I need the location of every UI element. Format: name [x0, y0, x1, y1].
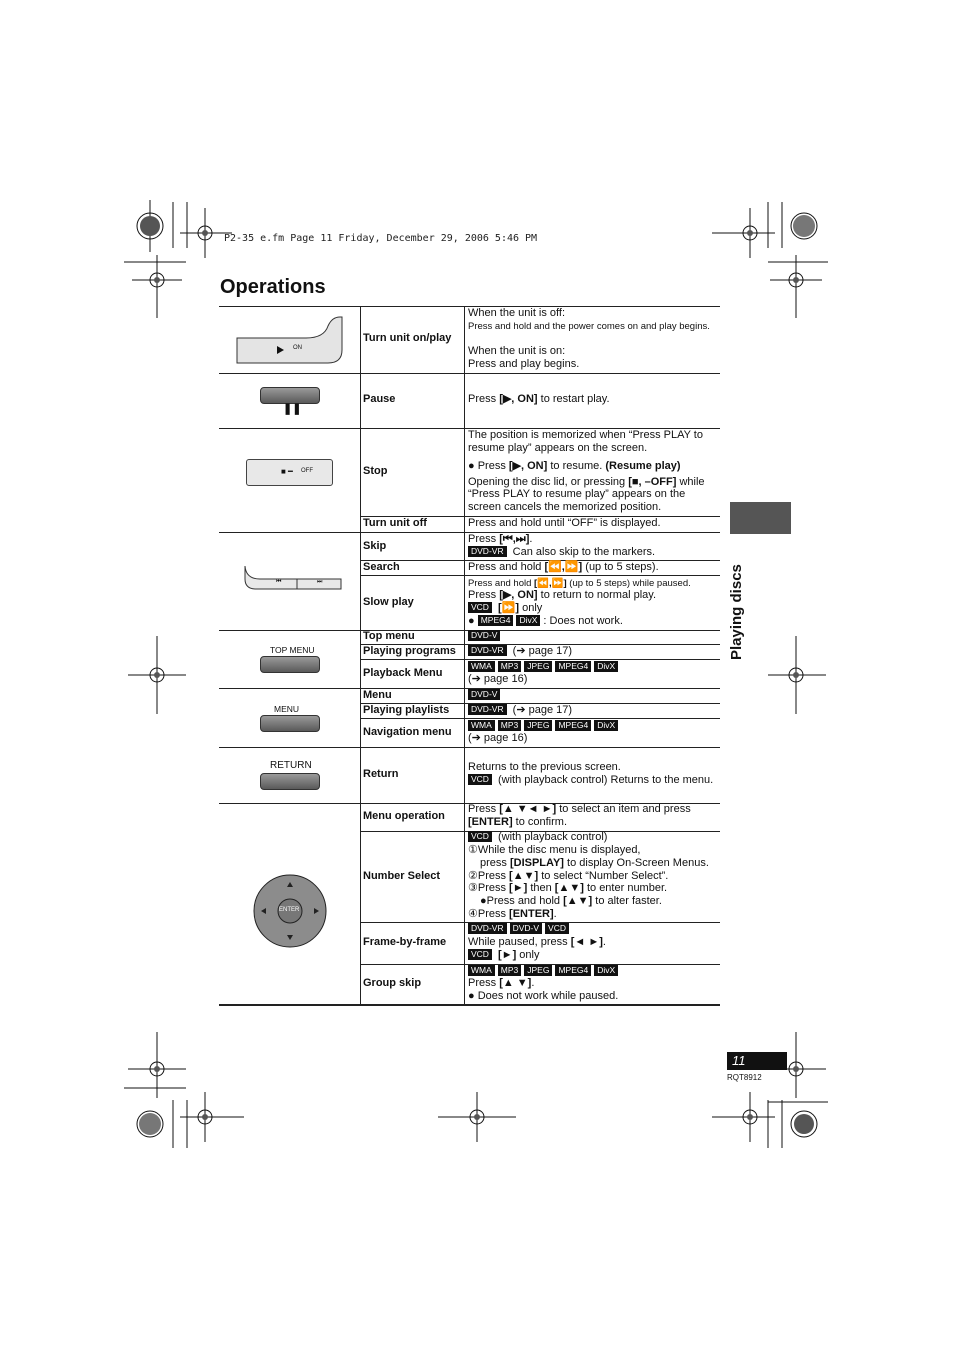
- table-rule: [360, 659, 720, 660]
- playing-programs-text: DVD-VR (➔ page 17): [468, 645, 572, 658]
- menu-label: MENU: [274, 704, 300, 714]
- stop-text: “Press PLAY to resume play” appears on the: [468, 488, 686, 500]
- crosshair-dot: [154, 672, 160, 678]
- turn-on-text: When the unit is on:: [468, 345, 566, 357]
- menu-operation-text: [ENTER] to confirm.: [468, 816, 568, 828]
- skip-back-icon[interactable]: ⏮: [276, 579, 282, 585]
- stop-icon: ■ ━: [281, 467, 293, 476]
- skip-text: DVD-VR Can also skip to the markers.: [468, 546, 655, 559]
- number-select-text: ③Press [►] then [▲▼] to enter number.: [468, 882, 668, 894]
- crosshair-dot: [154, 277, 160, 283]
- crosshair-dot: [202, 1114, 208, 1120]
- stop-text: The position is memorized when “Press PLAY to: [468, 429, 703, 441]
- disc-tag: DVD-V: [468, 630, 500, 641]
- disc-tag: VCD: [545, 923, 569, 934]
- skip-search-buttons: [244, 565, 344, 591]
- row-label-group-skip: Group skip: [363, 977, 422, 989]
- crosshair-dot: [474, 1114, 480, 1120]
- table-rule: [219, 1004, 720, 1006]
- return-text: Returns to the previous screen.: [468, 761, 621, 773]
- row-label-stop: Stop: [363, 465, 388, 477]
- crosshair-dot: [202, 230, 208, 236]
- slow-text: Press and hold [⏪,⏩] (up to 5 steps) while paused.: [468, 578, 691, 589]
- row-label-top-menu: Top menu: [363, 630, 415, 642]
- row-label-menu-operation: Menu operation: [363, 810, 445, 822]
- row-label-turn-off: Turn unit off: [363, 517, 427, 529]
- disc-tag: DVD-V: [468, 689, 500, 700]
- row-label-turn-on: Turn unit on/play: [363, 332, 452, 344]
- row-label-return: Return: [363, 768, 399, 780]
- menu-button[interactable]: [260, 715, 320, 732]
- disc-tag: JPEG: [524, 661, 552, 672]
- crosshair-dot: [154, 1066, 160, 1072]
- row-label-menu: Menu: [363, 689, 392, 701]
- disc-tag: VCD: [468, 602, 492, 613]
- turn-on-text: Press and play begins.: [468, 358, 580, 370]
- spoke-target: [140, 216, 160, 236]
- row-label-frame-by-frame: Frame-by-frame: [363, 936, 447, 948]
- disc-tag: DivX: [594, 661, 618, 672]
- table-rule: [360, 575, 720, 576]
- number-select-text: ④Press [ENTER].: [468, 908, 557, 920]
- spoke-target: [794, 1114, 814, 1134]
- disc-tag: DVD-VR: [468, 546, 507, 557]
- play-on-label: ON: [293, 345, 302, 351]
- stop-text: screen cancels the memorized position.: [468, 501, 662, 513]
- number-select-text: ②Press [▲▼] to select “Number Select”.: [468, 870, 669, 882]
- disc-tag: JPEG: [524, 720, 552, 731]
- document-code: RQT8912: [727, 1073, 762, 1082]
- crosshair-dot: [747, 230, 753, 236]
- frame-tags: [468, 923, 572, 936]
- top-menu-button[interactable]: [260, 656, 320, 673]
- disc-tag: WMA: [468, 661, 495, 672]
- row-label-number-select: Number Select: [363, 870, 441, 882]
- disc-tag: DVD-V: [510, 923, 542, 934]
- playback-menu-text: (➔ page 16): [468, 673, 528, 685]
- row-label-playing-playlists: Playing playlists: [363, 704, 450, 716]
- playing-playlists-text: DVD-VR (➔ page 17): [468, 704, 572, 717]
- page-title: Operations: [220, 276, 326, 298]
- row-label-pause: Pause: [363, 393, 396, 405]
- disc-tag: MPEG4: [555, 965, 591, 976]
- table-rule: [219, 373, 720, 374]
- top-menu-label: TOP MENU: [270, 645, 315, 655]
- slow-text: Press [▶, ON] to return to normal play.: [468, 589, 656, 601]
- spoke-target: [139, 1113, 161, 1135]
- row-label-navigation-menu: Navigation menu: [363, 726, 452, 738]
- disc-tag: MP3: [498, 965, 521, 976]
- disc-tag: WMA: [468, 720, 495, 731]
- spoke-target: [793, 215, 815, 237]
- disc-tag: DVD-VR: [468, 704, 507, 715]
- page-number: 11: [727, 1052, 787, 1070]
- skip-text: Press [⏮,⏭].: [468, 533, 533, 545]
- row-label-slow-play: Slow play: [363, 596, 414, 608]
- stop-off-label: OFF: [301, 468, 313, 474]
- disc-tag: DivX: [594, 720, 618, 731]
- row-label-playing-programs: Playing programs: [363, 645, 456, 657]
- crosshair-dot: [793, 672, 799, 678]
- return-text: VCD (with playback control) Returns to the menu.: [468, 774, 713, 787]
- search-text: Press and hold [⏪,⏩] (up to 5 steps).: [468, 561, 659, 573]
- disc-tag: DivX: [594, 965, 618, 976]
- disc-tag: VCD: [468, 949, 492, 960]
- table-rule: [464, 306, 465, 1005]
- enter-label[interactable]: ENTER: [279, 907, 300, 913]
- disc-tag: MP3: [498, 720, 521, 731]
- slow-text: VCD [⏩] only: [468, 602, 542, 615]
- menu-operation-text: Press [▲ ▼◄ ►] to select an item and press: [468, 803, 691, 815]
- disc-tag: MPEG4: [478, 615, 514, 626]
- disc-tag: VCD: [468, 774, 492, 785]
- skip-forward-icon[interactable]: ⏭: [317, 579, 323, 585]
- number-select-text: press [DISPLAY] to display On-Screen Menus.: [480, 857, 709, 869]
- pause-text: Press [▶, ON] to restart play.: [468, 393, 610, 405]
- number-select-text: ●Press and hold [▲▼] to alter faster.: [480, 895, 662, 907]
- top-menu-text: [468, 630, 503, 643]
- disc-tag: MPEG4: [555, 720, 591, 731]
- row-label-skip: Skip: [363, 540, 387, 552]
- disc-tag: MPEG4: [555, 661, 591, 672]
- side-tab-label: Playing discs: [728, 564, 745, 660]
- disc-tag: DVD-VR: [468, 923, 507, 934]
- stop-text: Opening the disc lid, or pressing [■, –OFF] while: [468, 476, 705, 488]
- slow-text: ● MPEG4 DivX : Does not work.: [468, 615, 623, 627]
- table-rule: [360, 306, 361, 1005]
- stop-text: ● Press [▶, ON] to resume. (Resume play): [468, 460, 681, 472]
- group-skip-text: ● Does not work while paused.: [468, 990, 619, 1002]
- disc-tag: MP3: [498, 661, 521, 672]
- group-skip-text: Press [▲ ▼].: [468, 977, 535, 989]
- play-on-button-illustration: [236, 316, 346, 366]
- disc-tag: VCD: [468, 831, 492, 842]
- return-button[interactable]: [260, 773, 320, 790]
- disc-tag: DivX: [516, 615, 540, 626]
- turn-on-text: When the unit is off:: [468, 307, 566, 319]
- number-select-text: VCD (with playback control): [468, 831, 607, 844]
- number-select-text: ①While the disc menu is displayed,: [468, 844, 641, 856]
- crosshair-dot: [747, 1114, 753, 1120]
- frame-text: VCD [►] only: [468, 949, 539, 962]
- frame-text: While paused, press [◄ ►].: [468, 936, 606, 948]
- crosshair-dot: [793, 277, 799, 283]
- pause-icon: ❚❚: [283, 403, 302, 415]
- turn-on-text: Press and hold and the power comes on and play begins.: [468, 321, 710, 332]
- crosshair-dot: [793, 1066, 799, 1072]
- disc-tag: JPEG: [524, 965, 552, 976]
- disc-tag: DVD-VR: [468, 645, 507, 656]
- disc-tag: WMA: [468, 965, 495, 976]
- table-rule: [219, 747, 720, 748]
- return-label: RETURN: [270, 760, 312, 771]
- navigation-menu-text: (➔ page 16): [468, 732, 528, 744]
- menu-text: [468, 689, 503, 702]
- file-header-line: P2-35 e.fm Page 11 Friday, December 29, 2006 5:46 PM: [224, 233, 538, 244]
- turn-off-text: Press and hold until “OFF” is displayed.: [468, 517, 661, 529]
- table-rule: [360, 718, 720, 719]
- row-label-search: Search: [363, 561, 400, 573]
- stop-text: resume play” appears on the screen.: [468, 442, 648, 454]
- row-label-playback-menu: Playback Menu: [363, 667, 443, 679]
